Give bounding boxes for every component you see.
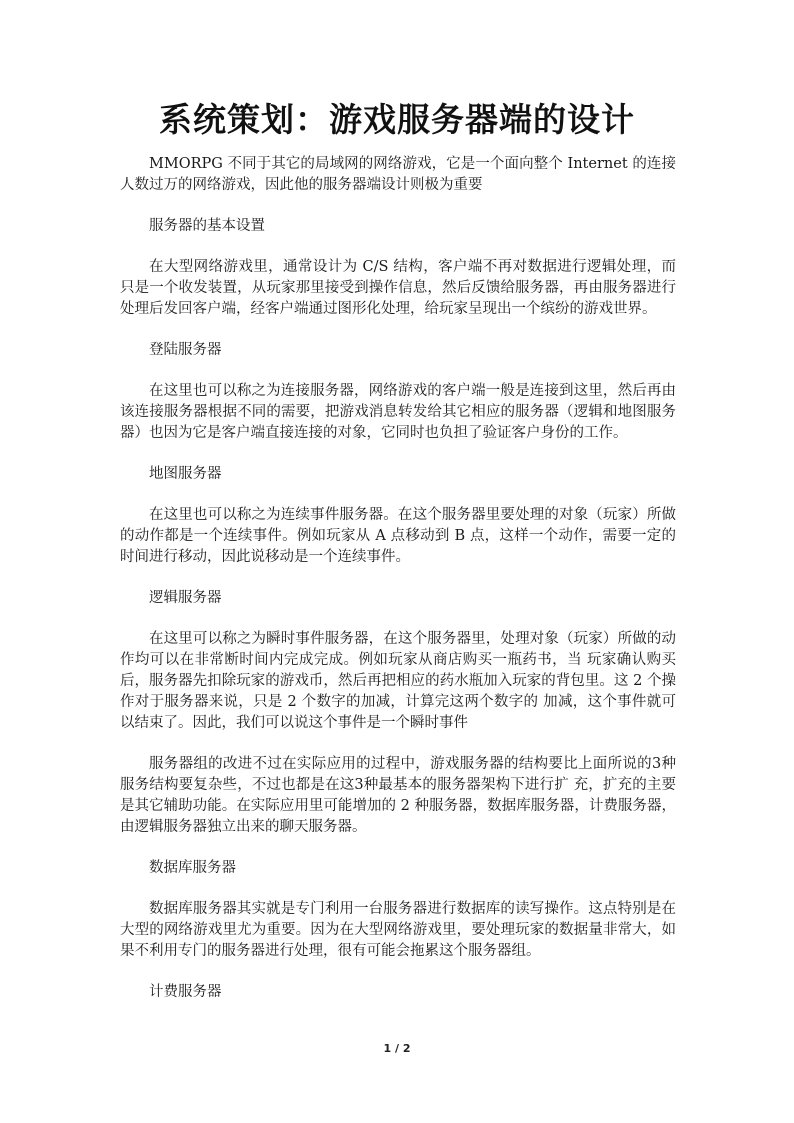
section-heading-database-server: 数据库服务器 bbox=[149, 860, 236, 876]
paragraph-cs-architecture: 在大型网络游戏里，通常设计为 C/S 结构，客户端不再对数据进行逻辑处理，而只是一个收发装置，从玩家那里接受到操作信息，然后反馈给服务器，再由服务器进行处理后发回客户端，经客户端通过图形化处理，给玩家呈现出一个缤纷的游戏世界。 bbox=[120, 259, 676, 317]
section-heading-logic-server: 逻辑服务器 bbox=[149, 590, 222, 606]
paragraph-intro: MMORPG 不同于其它的局域网的网络游戏，它是一个面向整个 Internet 的连接人数过万的网络游戏，因此他的服务器端设计则极为重要 bbox=[120, 156, 676, 193]
page-number: 1 / 2 bbox=[383, 1042, 411, 1055]
paragraph-database-server: 数据库服务器其实就是专门利用一台服务器进行数据库的读写操作。这点特别是在大型的网络游戏里尤为重要。因为在大型网络游戏里，要处理玩家的数据量非常大，如果不利用专门的服务器进行处理，很有可能会拖累这个服务器组。 bbox=[120, 901, 676, 959]
paragraph-server-group-improvement: 服务器组的改进不过在实际应用的过程中，游戏服务器的结构要比上面所说的3种服务结构要复杂些，不过也都是在这3种最基本的服务器架构下进行扩 充，扩充的主要是其它辅助功能。在实际应用里可能增加的 2 种服务器，数据库服务器，计费服务器，由逻辑服务器独立出来的聊天服务器。 bbox=[120, 756, 676, 835]
paragraph-logic-server: 在这里可以称之为瞬时事件服务器，在这个服务器里，处理对象（玩家）所做的动作均可以在非常断时间内完成完成。例如玩家从商店购买一瓶药书，当 玩家确认购买后，服务器先扣除玩家的游戏币，然后再把相应的药水瓶加入玩家的背包里。这 2 个操作对于服务器来说，只是 2 个数字的加减，计算完这两个数字的 加减，这个事件就可以结束了。因此，我们可以说这个事件是一个瞬时事件 bbox=[120, 631, 676, 731]
paragraph-map-server: 在这里也可以称之为连续事件服务器。在这个服务器里要处理的对象（玩家）所做的动作都是一个连续事件。例如玩家从 A 点移动到 B 点，这样一个动作，需要一定的时间进行移动，因此说移动是一个连续事件。 bbox=[120, 507, 676, 565]
document-body bbox=[120, 154, 676, 1023]
section-heading-login-server: 登陆服务器 bbox=[149, 342, 222, 358]
document-title: 系统策划：游戏服务器端的设计 bbox=[159, 100, 635, 139]
paragraph-login-server: 在这里也可以称之为连接服务器，网络游戏的客户端一般是连接到这里，然后再由该连接服务器根据不同的需要，把游戏消息转发给其它相应的服务器（逻辑和地图服务器）也因为它是客户端直接连接的对象，它同时也负担了验证客户身份的工作。 bbox=[120, 383, 676, 441]
section-heading-map-server: 地图服务器 bbox=[149, 466, 222, 482]
section-heading-server-basic-setup: 服务器的基本设置 bbox=[149, 218, 265, 234]
section-heading-billing-server: 计费服务器 bbox=[149, 984, 222, 1000]
